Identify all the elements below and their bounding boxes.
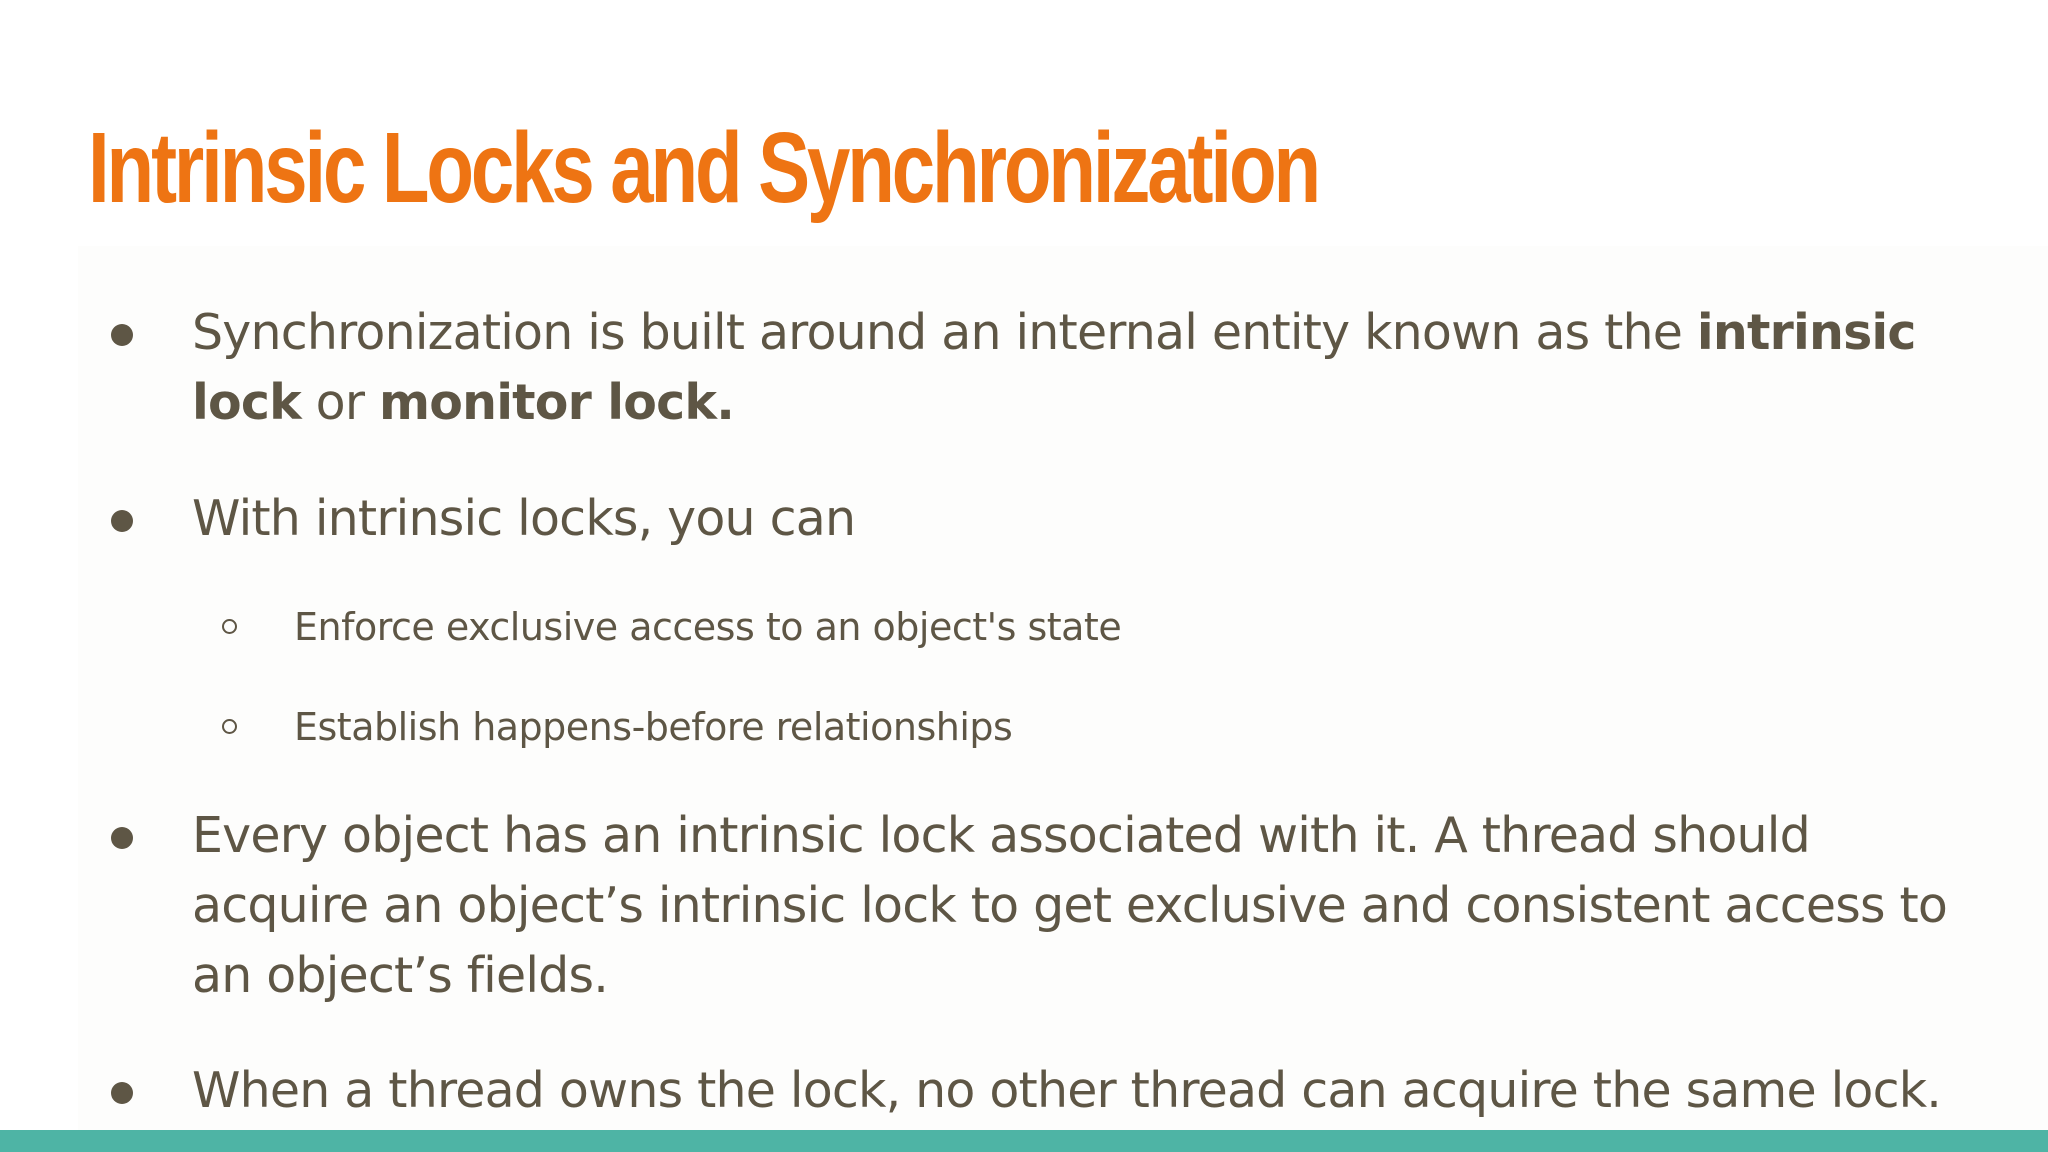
bullet-dot-icon	[111, 827, 133, 849]
bullet-dot-icon	[111, 510, 133, 532]
bullet-text-continuation	[192, 368, 1942, 438]
bottom-accent-bar	[0, 1130, 2048, 1152]
bullet-dot-icon	[111, 1082, 133, 1104]
bullet-text-segment: or	[300, 374, 379, 431]
sub-bullet-circle-icon	[222, 619, 237, 634]
bold-term: monitor lock.	[378, 374, 735, 431]
bullet-text: When a thread owns the lock, no other thread can acquire the same lock.	[192, 1062, 1942, 1119]
bullet-dot-icon	[111, 324, 133, 346]
sub-bullet-text: Enforce exclusive access to an object's state	[294, 605, 1122, 649]
bullet-text	[192, 298, 1942, 368]
bullet-text-continuation: acquire an object’s intrinsic lock to get exclusive and consistent access to	[192, 877, 1948, 934]
sub-bullet-text: Establish happens-before relationships	[294, 705, 1013, 749]
bullet-text-segment: Synchronization is built around an internal entity known as the	[192, 304, 1697, 361]
bold-term: lock	[192, 374, 301, 431]
sub-bullet-circle-icon	[222, 719, 237, 734]
bullet-text: With intrinsic locks, you can	[192, 490, 856, 547]
slide-title: Intrinsic Locks and Synchronization	[88, 112, 1319, 224]
bullet-text: Every object has an intrinsic lock associated with it. A thread should	[192, 807, 1810, 864]
bullet-text-continuation: an object’s fields.	[192, 947, 608, 1004]
bold-term: intrinsic	[1696, 304, 1916, 361]
